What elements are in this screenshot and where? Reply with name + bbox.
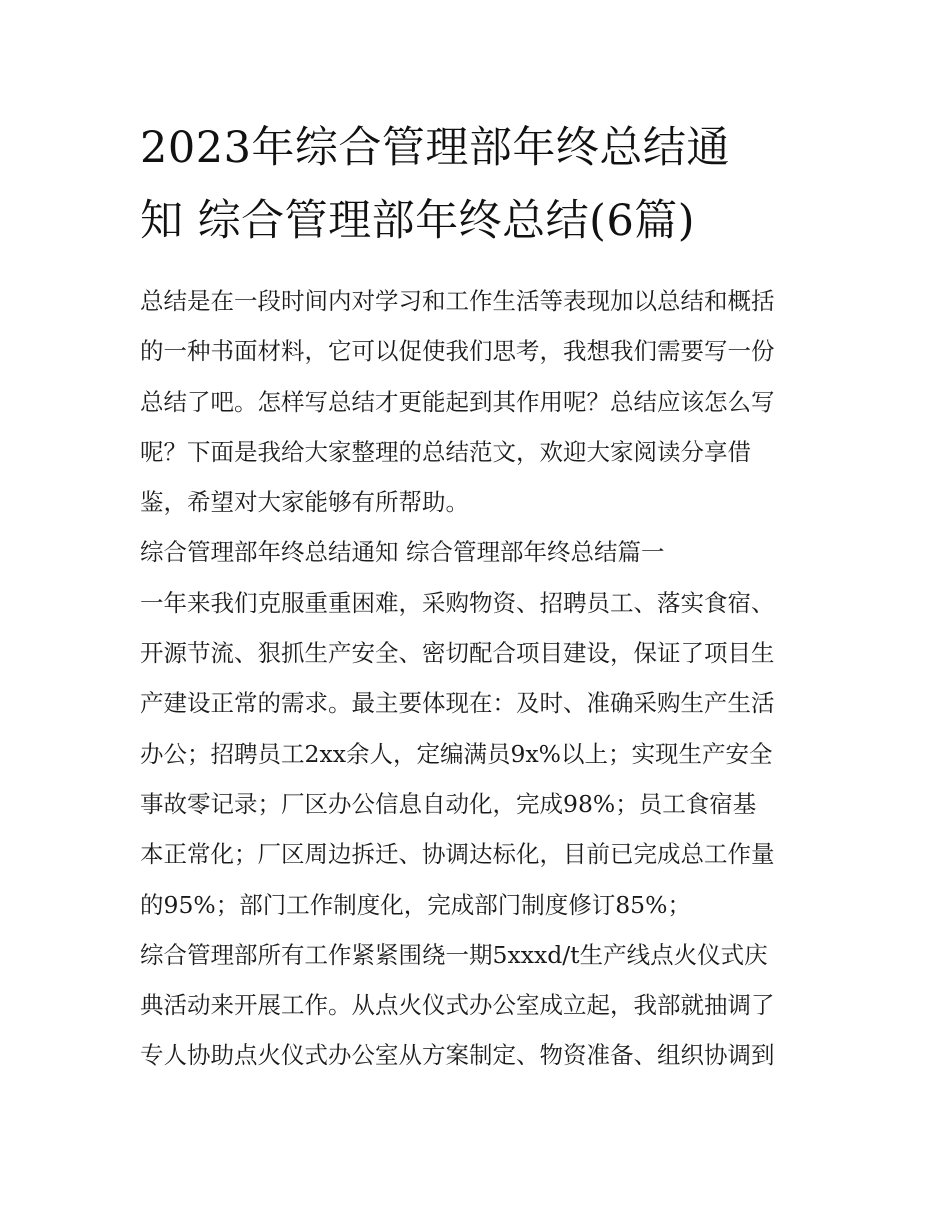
body-line: 典活动来开展工作。从点火仪式办公室成立起，我部就抽调了 (140, 991, 775, 1020)
body-line: 一年来我们克服重重困难，采购物资、招聘员工、落实食宿、 (140, 588, 775, 617)
title-line-2: 知 综合管理部年终总结(6篇) (140, 196, 696, 246)
body-line: 事故零记录；厂区办公信息自动化，完成98%；员工食宿基 (140, 789, 757, 818)
body-line: 综合管理部所有工作紧紧围绕一期5xxxd/t生产线点火仪式庆 (140, 940, 768, 969)
body-line: 总结是在一段时间内对学习和工作生活等表现加以总结和概括 (140, 287, 775, 315)
document-body (140, 276, 820, 1081)
body-line: 本正常化；厂区周边拆迁、协调达标化，目前已完成总工作量 (140, 840, 775, 869)
section-heading: 综合管理部年终总结通知 综合管理部年终总结篇一 (140, 538, 665, 567)
body-line: 鉴，希望对大家能够有所帮助。 (140, 488, 469, 517)
body-line: 专人协助点火仪式办公室从方案制定、物资准备、组织协调到 (140, 1041, 775, 1070)
body-line: 的一种书面材料，它可以促使我们思考，我想我们需要写一份 (140, 337, 775, 366)
body-line: 开源节流、狠抓生产安全、密切配合项目建设，保证了项目生 (140, 639, 775, 668)
body-line: 呢？下面是我给大家整理的总结范文，欢迎大家阅读分享借 (140, 437, 751, 466)
document-title (140, 112, 820, 258)
body-line: 总结了吧。怎样写总结才更能起到其作用呢？总结应该怎么写 (140, 387, 775, 416)
body-line: 的95%；部门工作制度化，完成部门制度修订85%； (140, 890, 691, 919)
body-line: 产建设正常的需求。最主要体现在：及时、准确采购生产生活 (140, 689, 775, 718)
title-line-1: 2023年综合管理部年终总结通 (140, 123, 730, 173)
body-line: 办公；招聘员工2xx余人，定编满员9x%以上；实现生产安全 (140, 739, 773, 768)
